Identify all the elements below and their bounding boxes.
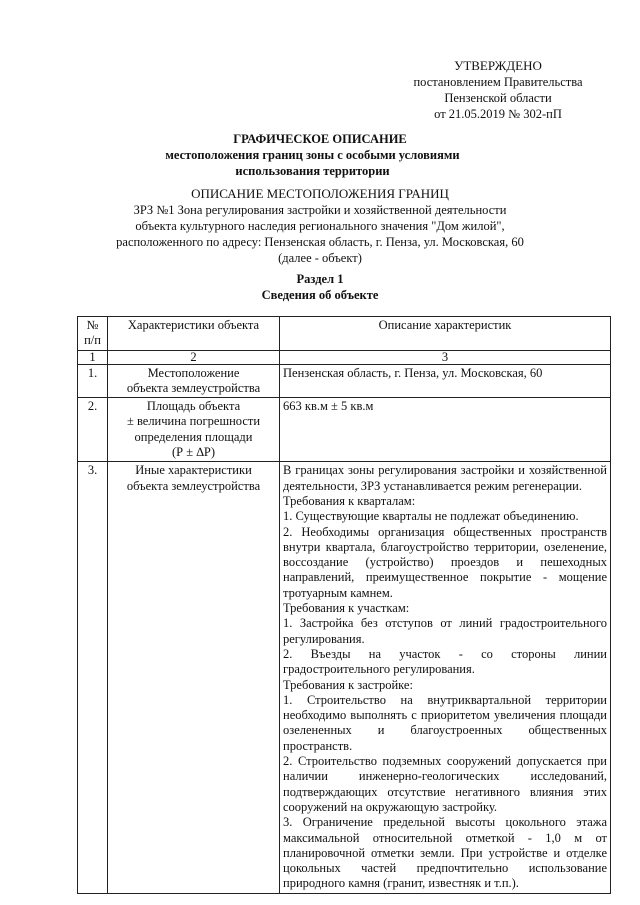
document-subtitle-line: использования территории [235, 164, 390, 178]
document-title: ГРАФИЧЕСКОЕ ОПИСАНИЕ [233, 132, 407, 146]
section-heading [0, 271, 640, 303]
description-line: (далее - объект) [278, 251, 362, 265]
numbering-cell: 1 [78, 350, 108, 364]
description-paragraph: 2. Въезды на участок - со стороны линии градостроительного регулирования. [283, 646, 607, 677]
description-paragraph: 2. Строительство подземных сооружений допускается при наличии инженерно-геологических исследований, подтверждающих отсутствие негативного влияния этих сооружений на окружающую застройку. [283, 754, 607, 814]
approval-stamp [398, 58, 598, 122]
description-paragraph: 663 кв.м ± 5 кв.м [283, 399, 374, 414]
description-paragraph: 2. Необходимы организация общественных пространств внутри квартала, благоустройство территории, озеленение, воссоздание (устройство) проездов и пешеходных направлений, преимущественное покрытие - мощение тротуарным камнем. [283, 524, 607, 600]
section-title: Раздел 1 [296, 272, 344, 286]
description-title: ОПИСАНИЕ МЕСТОПОЛОЖЕНИЯ ГРАНИЦ [191, 186, 449, 201]
description-line: расположенного по адресу: Пензенская область, г. Пенза, ул. Московская, 60 [116, 235, 524, 249]
row-number: 1. [78, 364, 108, 398]
table-row [78, 398, 611, 462]
numbering-cell: 2 [108, 350, 280, 364]
table-numbering-row [78, 350, 611, 364]
header-number: № п/п [78, 317, 108, 351]
description-paragraph: В границах зоны регулирования застройки и хозяйственной деятельности, ЗРЗ устанавливается режим регенерации. [283, 463, 607, 493]
row-description [280, 462, 611, 893]
numbering-cell: 3 [280, 350, 611, 364]
description-line: объекта культурного наследия регионального значения "Дом жилой", [135, 219, 505, 233]
approval-word: УТВЕРЖДЕНО [454, 58, 542, 73]
header-description: Описание характеристик [280, 317, 611, 351]
row-description [280, 398, 611, 462]
description-paragraph: 3. Ограничение предельной высоты цокольного этажа максимальной относительной отметкой - 1,0 м от планировочной отметки земли. При устройстве и отделке цокольных частей предпочтительно использование природного камня (гранит, известняк и т.п.). [283, 815, 607, 891]
description-paragraph: 1. Строительство на внутриквартальной территории необходимо выполнять с приоритетом увеличения площади озелененных и благоустроенных общественных пространств. [283, 692, 607, 753]
row-number: 3. [78, 462, 108, 893]
document-subtitle [0, 147, 610, 179]
description-line: ЗРЗ №1 Зона регулирования застройки и хозяйственной деятельности [133, 203, 507, 217]
row-number: 2. [78, 398, 108, 462]
description-paragraph: Пензенская область, г. Пенза, ул. Московская, 60 [283, 365, 543, 380]
document-subtitle-line: местоположения границ зоны с особыми условиями [165, 148, 460, 162]
row-characteristic: Местоположение объекта землеустройства [108, 364, 280, 398]
description-paragraph: Требования к участкам: [283, 601, 410, 616]
header-characteristic: Характеристики объекта [108, 317, 280, 351]
object-info-table [77, 316, 611, 894]
description-paragraph: Требования к кварталам: [283, 493, 416, 508]
description-paragraph: 1. Застройка без отступов от линий градостроительного регулирования. [283, 616, 607, 646]
approval-issuer: постановлением Правительства [413, 75, 583, 89]
approval-region: Пензенской области [444, 91, 552, 105]
row-description [280, 364, 611, 398]
table-header-row [78, 317, 611, 351]
row-characteristic: Иные характеристики объекта землеустройства [108, 462, 280, 893]
section-subtitle: Сведения об объекте [261, 288, 379, 302]
description-paragraph: 1. Существующие кварталы не подлежат объединению. [283, 509, 579, 524]
table-row [78, 364, 611, 398]
table-row [78, 462, 611, 893]
approval-date: от 21.05.2019 № 302-пП [434, 107, 562, 121]
description-paragraph: Требования к застройке: [283, 677, 413, 692]
description-body [0, 202, 640, 266]
row-characteristic: Площадь объекта ± величина погрешности определения площади (Р ± ∆Р) [108, 398, 280, 462]
